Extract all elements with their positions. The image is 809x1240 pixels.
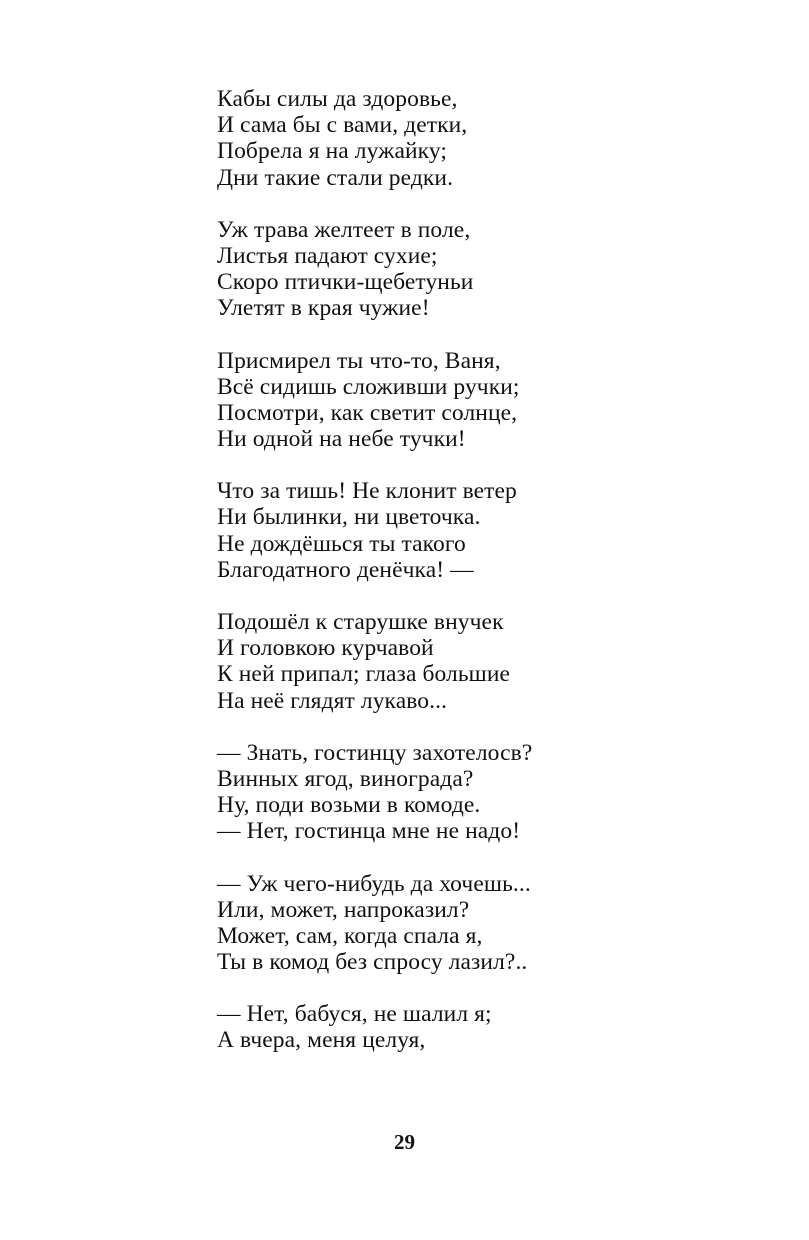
- poem-line: Побрела я на лужайку;: [217, 138, 448, 165]
- poem-line: Ну, поди возьми в комоде.: [217, 792, 481, 819]
- poem-line: Не дождёшься ты такого: [217, 530, 466, 557]
- poem-line: — Нет, гостинца мне не надо!: [217, 818, 521, 845]
- poem-line: Улетят в края чужие!: [217, 295, 430, 322]
- poem-line: Всё сидишь сложивши ручки;: [217, 373, 520, 400]
- stanza: [217, 609, 777, 714]
- poem-line: Уж трава желтеет в поле,: [217, 216, 471, 243]
- stanza: [217, 871, 777, 976]
- poem-line: К ней припал; глаза большие: [217, 661, 511, 688]
- poem-line: Присмирел ты что-то, Ваня,: [217, 347, 501, 374]
- poem-line: — Уж чего-нибудь да хочешь...: [217, 870, 531, 897]
- poem-line: — Нет, бабуся, не шалил я;: [217, 1001, 492, 1028]
- poem-line: А вчера, меня целуя,: [217, 1027, 426, 1054]
- poem-line: Ты в комод без спросу лазил?..: [217, 949, 528, 976]
- poem-line: Ни былинки, ни цветочка.: [217, 504, 481, 531]
- stanza: [217, 740, 777, 845]
- poem-line: На неё глядят лукаво...: [217, 687, 448, 714]
- poem-line: Ни одной на небе тучки!: [217, 426, 466, 453]
- poem-line: Подошёл к старушке внучек: [217, 609, 504, 635]
- poem-line: Или, может, напроказил?: [217, 896, 470, 923]
- poem-line: Посмотри, как светит солнце,: [217, 399, 518, 426]
- poem-line: Благодатного денёчка! —: [217, 556, 474, 583]
- poem-line: И головкою курчавой: [217, 635, 434, 662]
- poem-line: — Знать, гостинцу захотелосв?: [217, 739, 533, 766]
- stanza: [217, 478, 777, 583]
- poem-line: Кабы силы да здоровье,: [217, 86, 458, 112]
- stanza: [217, 217, 777, 322]
- stanza: [217, 86, 777, 191]
- poem-line: Может, сам, когда спала я,: [217, 922, 483, 949]
- poem-text: [217, 86, 777, 1080]
- poem-line: Винных ягод, винограда?: [217, 765, 474, 792]
- page-number: 29: [394, 1130, 415, 1154]
- poem-line: И сама бы с вами, детки,: [217, 112, 468, 139]
- stanza: [217, 348, 777, 453]
- poem-line: Что за тишь! Не клонит ветер: [217, 478, 517, 505]
- poem-line: Листья падают сухие;: [217, 242, 438, 269]
- poem-line: Скоро птички-щебетуньи: [217, 269, 474, 296]
- poem-line: Дни такие стали редки.: [217, 164, 454, 191]
- stanza: [217, 1001, 777, 1053]
